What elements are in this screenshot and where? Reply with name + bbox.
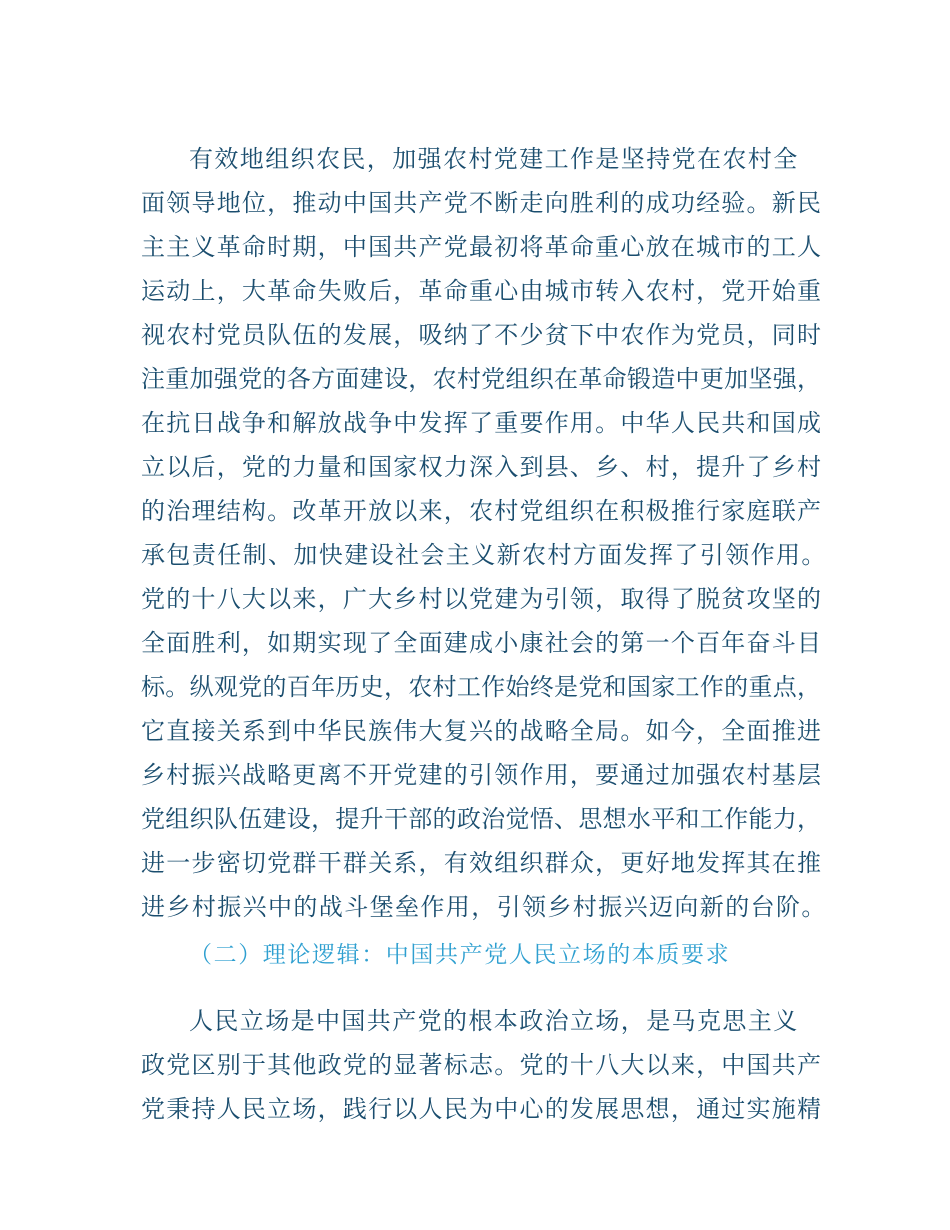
text-line: 进一步密切党群干群关系，有效组织群众，更好地发挥其在推 — [141, 849, 821, 877]
text-line: 党组织队伍建设，提升干部的政治觉悟、思想水平和工作能力， — [141, 805, 821, 833]
text-line: 人民立场是中国共产党的根本政治立场，是马克思主义 — [189, 1007, 799, 1035]
text-line: 政党区别于其他政党的显著标志。党的十八大以来，中国共产 — [141, 1051, 821, 1079]
text-line: 进乡村振兴中的战斗堡垒作用，引领乡村振兴迈向新的台阶。 — [141, 893, 827, 921]
text-line: 乡村振兴战略更离不开党建的引领作用，要通过加强农村基层 — [141, 761, 821, 789]
text-line: 有效地组织农民，加强农村党建工作是坚持党在农村全 — [189, 145, 799, 173]
text-line: 党秉持人民立场，践行以人民为中心的发展思想，通过实施精 — [141, 1095, 821, 1123]
text-line: 全面胜利，如期实现了全面建成小康社会的第一个百年奋斗目 — [141, 629, 821, 657]
text-line: 它直接关系到中华民族伟大复兴的战略全局。如今，全面推进 — [141, 717, 821, 745]
text-line: 视农村党员队伍的发展，吸纳了不少贫下中农作为党员，同时 — [141, 321, 821, 349]
text-line: 承包责任制、加快建设社会主义新农村方面发挥了引领作用。 — [141, 541, 827, 569]
text-line: 立以后，党的力量和国家权力深入到县、乡、村，提升了乡村 — [141, 453, 821, 481]
text-line: 运动上，大革命失败后，革命重心由城市转入农村，党开始重 — [141, 277, 821, 305]
text-line: 党的十八大以来，广大乡村以党建为引领，取得了脱贫攻坚的 — [141, 585, 821, 613]
text-line: 主主义革命时期，中国共产党最初将革命重心放在城市的工人 — [141, 233, 821, 261]
text-line: 标。纵观党的百年历史，农村工作始终是党和国家工作的重点， — [141, 673, 821, 701]
text-line: 的治理结构。改革开放以来，农村党组织在积极推行家庭联产 — [141, 497, 821, 525]
text-line: 注重加强党的各方面建设，农村党组织在革命锻造中更加坚强， — [141, 365, 821, 393]
text-line: 在抗日战争和解放战争中发挥了重要作用。中华人民共和国成 — [141, 409, 821, 437]
section-heading: （二）理论逻辑：中国共产党人民立场的本质要求 — [189, 942, 731, 968]
text-line: 面领导地位，推动中国共产党不断走向胜利的成功经验。新民 — [141, 189, 821, 217]
